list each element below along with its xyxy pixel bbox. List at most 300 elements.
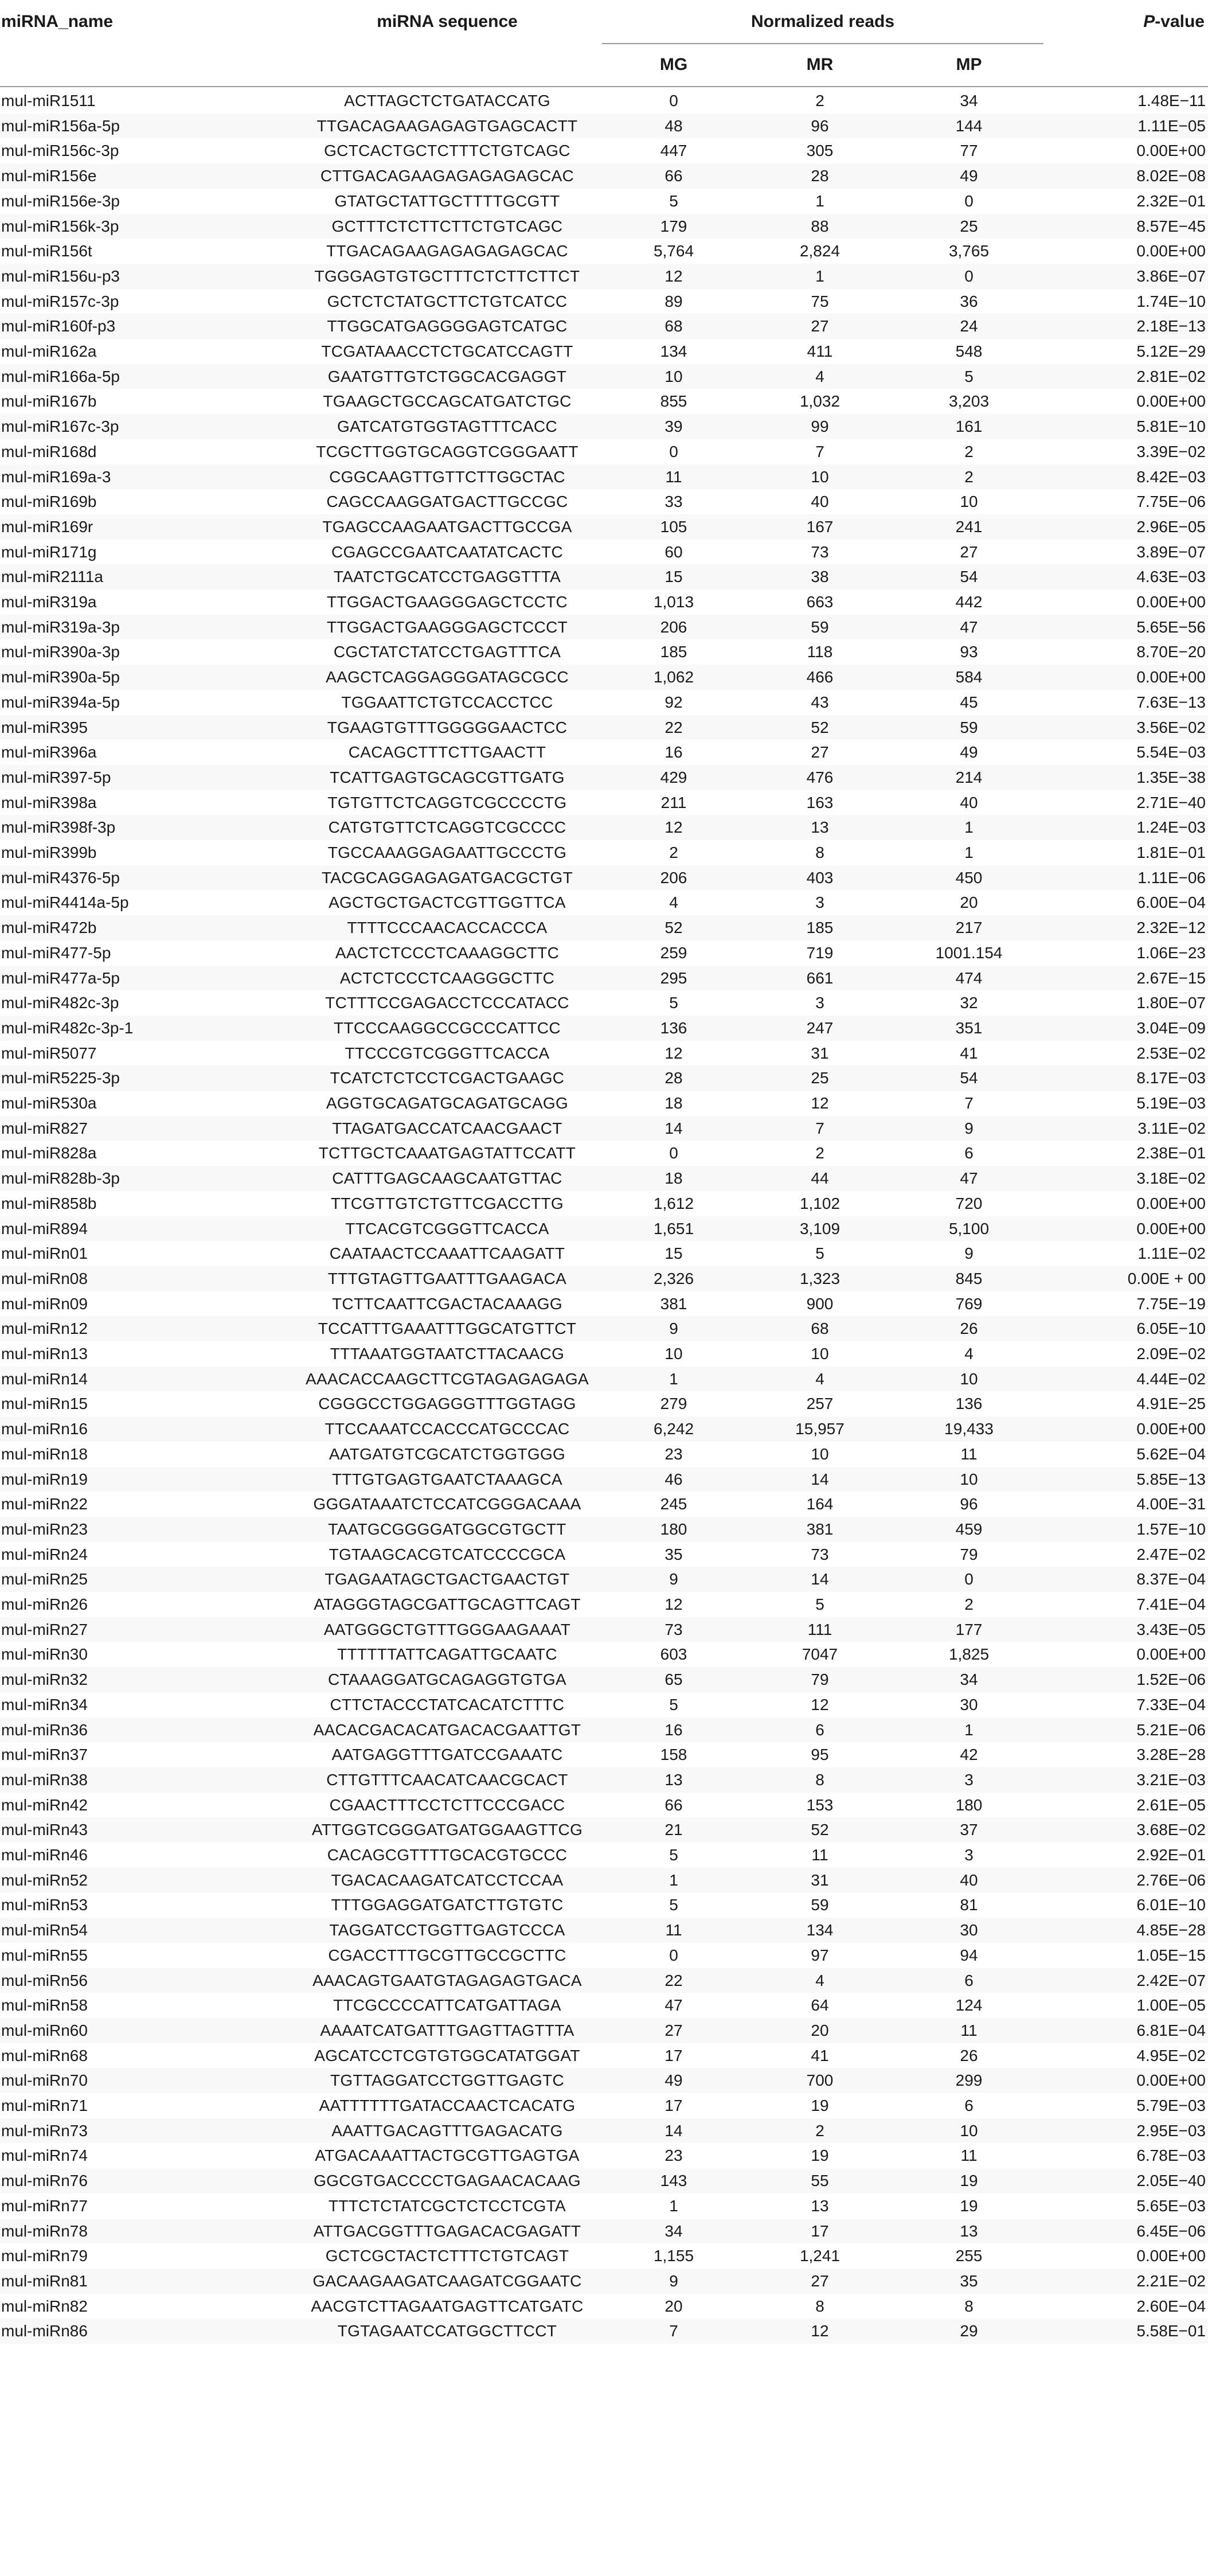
cell-p-value: 7.41E−04 [1136,1595,1206,1613]
cell-mg: 136 [660,1018,687,1037]
cell-p-value: 0.00E+00 [1136,2071,1206,2090]
cell-p-value: 1.35E−38 [1136,768,1206,786]
cell-p-value: 5.79E−03 [1136,2097,1206,2114]
table-row [0,364,1208,389]
cell-mp: 54 [960,1069,978,1087]
cell-mr: 3,109 [799,1219,840,1238]
cell-mp: 24 [960,317,978,335]
cell-sequence: ATAGGGTAGCGATTGCAGTTCAGT [314,1595,581,1613]
cell-sequence: TGGGAGTGTGCTTTCTCTTCTTCT [314,267,580,285]
cell-mp: 47 [960,1169,978,1188]
cell-mr: 31 [811,1044,829,1062]
table-row [0,1617,1208,1642]
cell-mg: 0 [669,442,678,460]
cell-mp: 10 [960,1470,978,1488]
cell-p-value: 2.76E−06 [1136,1871,1206,1889]
cell-mr: 2,824 [799,242,840,260]
cell-sequence: TTAGATGACCATCAACGAACT [332,1119,562,1137]
cell-mg: 35 [664,1545,683,1563]
cell-mg: 1,651 [653,1219,694,1238]
cell-mirna-name: mul-miR397-5p [1,768,111,786]
cell-mp: 10 [960,2121,978,2140]
cell-mp: 3 [964,1770,974,1789]
header-mirna-sequence: miRNA sequence [377,12,518,31]
cell-mg: 92 [664,693,683,711]
cell-sequence: GCTCGCTACTCTTTCTGTCAGT [325,2247,569,2265]
cell-mr: 663 [806,593,834,611]
cell-mg: 0 [669,1144,678,1162]
cell-mr: 3 [815,994,824,1012]
cell-mirna-name: mul-miR319a-3p [1,618,120,636]
cell-mp: 29 [960,2322,978,2340]
cell-mg: 16 [664,743,683,762]
cell-sequence: GATCATGTGGTAGTTTCACC [337,417,557,436]
cell-mirna-name: mul-miRn46 [1,1846,88,1864]
cell-mp: 7 [964,1094,974,1112]
cell-mp: 25 [960,217,978,235]
cell-p-value: 7.75E−19 [1136,1294,1206,1313]
cell-mg: 23 [664,2146,683,2165]
cell-mp: 34 [960,92,978,110]
cell-mirna-name: mul-miR156e [1,167,97,185]
cell-mr: 40 [811,493,829,511]
table-row [0,1391,1208,1416]
cell-sequence: CATTTGAGCAAGCAATGTTAC [332,1169,562,1188]
table-row [0,514,1208,540]
table-row [0,765,1208,790]
table-row [0,1767,1208,1793]
cell-sequence: TTCCCAAGGCCGCCCATTCC [334,1018,561,1037]
cell-p-value: 6.05E−10 [1136,1320,1206,1338]
cell-mp: 2 [964,1595,974,1613]
table-row [0,1817,1208,1843]
cell-mp: 136 [955,1395,983,1413]
cell-mg: 22 [664,1971,683,1989]
cell-p-value: 3.68E−02 [1136,1821,1206,1839]
header-p-value-suffix: -value [1155,12,1205,31]
cell-p-value: 4.95E−02 [1136,2046,1206,2064]
cell-mg: 28 [664,1069,683,1087]
cell-mirna-name: mul-miRn24 [1,1545,88,1563]
cell-mg: 211 [660,793,687,811]
cell-p-value: 5.62E−04 [1136,1445,1206,1463]
cell-p-value: 7.63E−13 [1136,693,1206,711]
cell-sequence: TTTCTCTATCGCTCTCCTCGTA [328,2196,566,2215]
cell-mr: 12 [811,2322,829,2340]
cell-p-value: 0.00E+00 [1136,593,1206,611]
cell-mp: 180 [955,1796,983,1814]
table-row [0,289,1208,314]
cell-mp: 19 [960,2172,978,2190]
cell-mg: 447 [660,142,687,160]
cell-mp: 40 [960,793,978,811]
table-row [0,389,1208,414]
cell-mg: 47 [664,1996,683,2015]
cell-mr: 1 [815,192,824,210]
cell-mg: 15 [664,1244,683,1263]
table-row [0,2043,1208,2068]
cell-mr: 5 [815,1244,824,1263]
cell-mg: 1 [669,1871,678,1889]
cell-mr: 20 [811,2021,829,2039]
cell-mr: 1,241 [799,2247,840,2265]
cell-mp: 34 [960,1671,978,1689]
cell-p-value: 6.01E−10 [1136,1896,1206,1914]
cell-p-value: 5.21E−06 [1136,1720,1206,1739]
cell-mr: 1,032 [799,392,840,411]
cell-mr: 7 [815,1119,824,1137]
cell-mirna-name: mul-miR167c-3p [1,417,119,436]
cell-p-value: 3.04E−09 [1136,1018,1206,1037]
cell-p-value: 8.17E−03 [1136,1069,1206,1087]
table-row [0,890,1208,915]
cell-sequence: TGTGTTCTCAGGTCGCCCCTG [327,793,567,811]
cell-mp: 769 [955,1294,983,1313]
cell-mirna-name: mul-miRn78 [1,2222,88,2240]
cell-sequence: TTTAAATGGTAATCTTACAACG [330,1345,565,1363]
cell-mp: 1 [964,1720,974,1739]
cell-sequence: AGGTGCAGATGCAGATGCAGG [326,1094,569,1112]
cell-p-value: 0.00E+00 [1136,1219,1206,1238]
header-bottom-rule [0,86,1208,87]
cell-mr: 7 [815,442,824,460]
cell-p-value: 0.00E+00 [1136,668,1206,686]
cell-mr: 73 [811,1545,829,1563]
cell-p-value: 7.75E−06 [1136,493,1206,511]
cell-mirna-name: mul-miR396a [1,743,97,762]
cell-p-value: 1.11E−02 [1137,1244,1206,1263]
cell-sequence: TTCACGTCGGGTTCACCA [345,1219,549,1238]
cell-sequence: CGGGCCTGGAGGGTTTGGTAGG [318,1395,576,1413]
cell-mirna-name: mul-miR157c-3p [1,292,119,310]
table-row [0,2294,1208,2319]
cell-sequence: TGAGCCAAGAATGACTTGCCGA [322,517,572,536]
cell-mr: 118 [807,643,833,661]
cell-mp: 5,100 [948,1219,990,1238]
cell-mr: 52 [811,718,829,736]
cell-mr: 68 [811,1320,829,1338]
cell-mg: 68 [664,317,683,335]
cell-mirna-name: mul-miR390a-5p [1,668,120,686]
cell-sequence: AGCATCCTCGTGTGGCATATGGAT [314,2046,580,2064]
cell-mr: 97 [811,1946,829,1964]
cell-mp: 144 [955,116,983,135]
cell-mg: 185 [660,643,687,661]
table-header-row-1 [0,0,1208,43]
table-row [0,2068,1208,2093]
cell-mirna-name: mul-miRn52 [1,1871,88,1889]
cell-mg: 9 [669,2271,678,2290]
cell-sequence: TGACACAAGATCATCCTCCAA [331,1871,564,1889]
cell-sequence: TTCCAAATCCACCCATGCCCAC [325,1420,570,1438]
table-row [0,1016,1208,1041]
cell-mp: 1,825 [948,1645,990,1664]
cell-mg: 5 [669,1896,678,1914]
cell-mirna-name: mul-miRn25 [1,1570,88,1588]
cell-mp: 720 [955,1194,983,1212]
cell-mp: 2 [964,442,974,460]
cell-mirna-name: mul-miR390a-3p [1,643,120,661]
cell-mirna-name: mul-miRn14 [1,1369,88,1388]
cell-sequence: TTGGACTGAAGGGAGCTCCCT [326,618,568,636]
cell-mp: 1 [964,844,974,861]
cell-mg: 143 [660,2172,687,2190]
table-row [0,465,1208,490]
cell-mg: 18 [664,1169,683,1188]
cell-mirna-name: mul-miR160f-p3 [1,317,116,335]
cell-mg: 2 [669,844,678,861]
cell-mr: 7047 [802,1645,838,1664]
table-row [0,1316,1208,1341]
cell-sequence: AACTCTCCCTCAAAGGCTTC [335,943,560,962]
cell-mirna-name: mul-miR394a-5p [1,693,120,711]
cell-sequence: CGAGCCGAATCAATATCACTC [331,542,563,561]
cell-p-value: 5.19E−03 [1136,1094,1206,1112]
cell-mg: 34 [664,2222,683,2240]
cell-mg: 11 [665,467,682,486]
header-p-value [1143,0,1205,43]
table-row [0,1041,1208,1066]
cell-mg: 12 [664,818,683,837]
cell-sequence: AATGGGCTGTTTGGGAAGAAAT [323,1620,571,1638]
cell-p-value: 5.81E−10 [1136,417,1206,436]
cell-mirna-name: mul-miRn56 [1,1971,88,1989]
cell-sequence: TGTAGAATCCATGGCTTCCT [337,2322,557,2340]
cell-mg: 39 [664,417,683,436]
cell-mg: 134 [660,342,687,360]
cell-mg: 5 [669,192,678,210]
cell-mirna-name: mul-miR5225-3p [1,1069,120,1087]
cell-mirna-name: mul-miR4414a-5p [1,893,129,912]
cell-mr: 17 [811,2222,829,2240]
table-row [0,1141,1208,1166]
cell-mirna-name: mul-miR398a [1,793,97,811]
table-row [0,138,1208,163]
cell-mp: 6 [964,1971,974,1989]
cell-mp: 77 [960,142,978,160]
cell-sequence: ATGACAAATTACTGCGTTGAGTGA [315,2146,580,2165]
cell-mirna-name: mul-miRn54 [1,1921,88,1939]
table-header-row-2 [0,43,1208,86]
cell-sequence: AATTTTTTGATACCAACTCACATG [319,2097,576,2114]
table-row [0,1592,1208,1617]
table-row [0,2118,1208,2144]
cell-p-value: 8.02E−08 [1136,167,1206,185]
cell-mp: 3 [964,1846,974,1864]
cell-mirna-name: mul-miRn70 [1,2071,88,2090]
cell-mirna-name: mul-miR156t [1,242,92,260]
cell-mr: 73 [811,542,829,561]
cell-sequence: CAGCCAAGGATGACTTGCCGC [326,493,568,511]
cell-sequence: GTATGCTATTGCTTTTGCGTT [334,192,560,210]
cell-mirna-name: mul-miRn86 [1,2322,88,2340]
cell-p-value: 0.00E+00 [1136,242,1206,260]
cell-mr: 1 [815,267,824,285]
cell-mr: 31 [811,1871,829,1889]
cell-mirna-name: mul-miRn37 [1,1746,88,1764]
table-row [0,1166,1208,1191]
cell-mirna-name: mul-miRn19 [1,1470,88,1488]
cell-p-value: 1.11E−06 [1137,868,1206,887]
cell-mr: 10 [811,1445,829,1463]
header-mirna-name: miRNA_name [1,12,114,31]
table-row [0,2143,1208,2168]
cell-mp: 45 [960,693,978,711]
cell-sequence: TCGATAAACCTCTGCATCCAGTT [321,342,573,360]
table-row [0,439,1208,465]
cell-mr: 19 [811,2097,829,2114]
cell-mg: 0 [669,92,678,110]
cell-mp: 11 [960,1445,978,1463]
cell-sequence: TTTGTAGTTGAATTTGAAGACA [327,1269,567,1287]
cell-mirna-name: mul-miRn42 [1,1796,88,1814]
cell-mirna-name: mul-miR156c-3p [1,142,119,160]
table-row [0,1993,1208,2018]
cell-sequence: CTAAAGGATGCAGAGGTGTGA [328,1671,566,1689]
cell-sequence: TTCCCGTCGGGTTCACCA [345,1044,550,1062]
table-row [0,489,1208,514]
cell-mr: 99 [811,417,829,436]
cell-mr: 13 [811,818,829,837]
cell-mg: 245 [660,1495,687,1513]
table-row [0,2018,1208,2043]
cell-sequence: TTTGTGAGTGAATCTAAAGCA [332,1470,562,1488]
cell-mr: 59 [811,1896,829,1914]
cell-mirna-name: mul-miR169a-3 [1,467,111,486]
cell-p-value: 5.58E−01 [1136,2322,1206,2340]
cell-sequence: GGCGTGACCCCTGAGAACACAAG [314,2172,581,2190]
table-row [0,1341,1208,1367]
cell-mr: 164 [806,1495,834,1513]
cell-p-value: 2.18E−13 [1136,317,1206,335]
table-row [0,740,1208,765]
cell-sequence: CAATAACTCCAAATTCAAGATT [329,1244,565,1263]
cell-mp: 1001.154 [935,943,1003,962]
cell-mg: 12 [664,1044,683,1062]
cell-mirna-name: mul-miRn71 [1,2097,88,2114]
cell-mirna-name: mul-miR166a-5p [1,367,120,385]
table-row [0,2168,1208,2193]
cell-mg: 10 [664,367,683,385]
cell-mirna-name: mul-miR171g [1,542,97,561]
cell-mp: 217 [955,919,983,937]
cell-mirna-name: mul-miRn73 [1,2121,88,2140]
table-row [0,88,1208,114]
cell-mg: 12 [664,267,683,285]
cell-sequence: ACTTAGCTCTGATACCATG [344,92,550,110]
cell-mg: 15 [664,568,683,586]
table-row [0,1291,1208,1317]
cell-mp: 35 [960,2271,978,2290]
cell-mp: 10 [960,1369,978,1388]
cell-sequence: AAACAGTGAATGTAGAGAGTGACA [312,1971,582,1989]
cell-mirna-name: mul-miRn60 [1,2021,88,2039]
cell-mirna-name: mul-miRn12 [1,1320,88,1338]
cell-p-value: 1.74E−10 [1136,292,1206,310]
cell-sequence: TCCATTTGAAATTTGGCATGTTCT [318,1320,577,1338]
cell-sequence: CATGTGTTCTCAGGTCGCCCC [328,818,566,837]
table-row [0,1642,1208,1667]
cell-sequence: TGAGAATAGCTGACTGAACTGT [325,1570,570,1588]
table-row [0,940,1208,966]
table-row [0,1191,1208,1216]
cell-p-value: 0.00E+00 [1136,2247,1206,2265]
cell-sequence: TTTTCCCAACACCACCCA [347,919,548,937]
table-row [0,1892,1208,1918]
cell-mr: 43 [811,693,829,711]
cell-sequence: AATGATGTCGCATCTGGTGGG [329,1445,566,1463]
cell-mr: 700 [806,2071,834,2090]
table-row [0,114,1208,139]
cell-p-value: 2.71E−40 [1136,793,1206,811]
cell-mg: 12 [664,1595,683,1613]
cell-sequence: TCATCTCTCCTCGACTGAAGC [330,1069,565,1087]
cell-mg: 295 [660,969,687,987]
cell-sequence: GCTTTCTCTTCTTCTGTCAGC [331,217,563,235]
cell-p-value: 4.85E−28 [1136,1921,1206,1939]
cell-sequence: CTTGACAGAAGAGAGAGAGCAC [320,167,574,185]
cell-mp: 49 [960,167,978,185]
table-row [0,1943,1208,1968]
cell-mg: 603 [660,1645,687,1664]
cell-sequence: TTTTTTATTCAGATTGCAATC [337,1645,557,1664]
table-row [0,865,1208,891]
cell-mg: 381 [660,1294,687,1313]
cell-mr: 27 [811,2271,829,2290]
cell-mg: 1,612 [653,1194,694,1212]
table-row [0,1266,1208,1291]
cell-mp: 450 [955,868,983,887]
cell-mg: 49 [664,2071,683,2090]
cell-p-value: 3.43E−05 [1136,1620,1206,1638]
cell-mp: 93 [960,643,978,661]
cell-mr: 96 [811,116,829,135]
cell-mr: 12 [811,1094,829,1112]
cell-mirna-name: mul-miRn82 [1,2297,88,2315]
table-row [0,214,1208,239]
cell-mr: 14 [811,1470,829,1488]
cell-mg: 1,155 [653,2247,694,2265]
cell-mr: 59 [811,618,829,636]
cell-mg: 22 [664,718,683,736]
cell-mg: 158 [660,1746,687,1764]
table-row [0,790,1208,815]
cell-mr: 1,323 [799,1269,840,1287]
cell-mirna-name: mul-miRn27 [1,1620,88,1638]
table-row [0,665,1208,690]
table-row [0,1567,1208,1592]
cell-mirna-name: mul-miRn08 [1,1269,88,1287]
cell-mp: 54 [960,568,978,586]
cell-sequence: TTGACAGAAGAGAGAGAGCAC [326,242,568,260]
cell-mirna-name: mul-miR168d [1,442,97,460]
cell-mr: 305 [806,142,834,160]
cell-mp: 37 [960,1821,978,1839]
cell-p-value: 3.39E−02 [1136,442,1206,460]
cell-p-value: 4.63E−03 [1136,568,1206,586]
cell-p-value: 0.00E+00 [1136,1194,1206,1212]
cell-mp: 214 [955,768,983,786]
table-row [0,1442,1208,1467]
cell-mr: 403 [806,868,834,887]
cell-mirna-name: mul-miRn58 [1,1996,88,2015]
cell-mirna-name: mul-miR156e-3p [1,192,120,210]
cell-mirna-name: mul-miR828a [1,1144,97,1162]
cell-mg: 4 [669,893,678,912]
cell-mirna-name: mul-miRn34 [1,1695,88,1714]
cell-p-value: 2.95E−03 [1136,2121,1206,2140]
cell-mp: 9 [964,1119,974,1137]
